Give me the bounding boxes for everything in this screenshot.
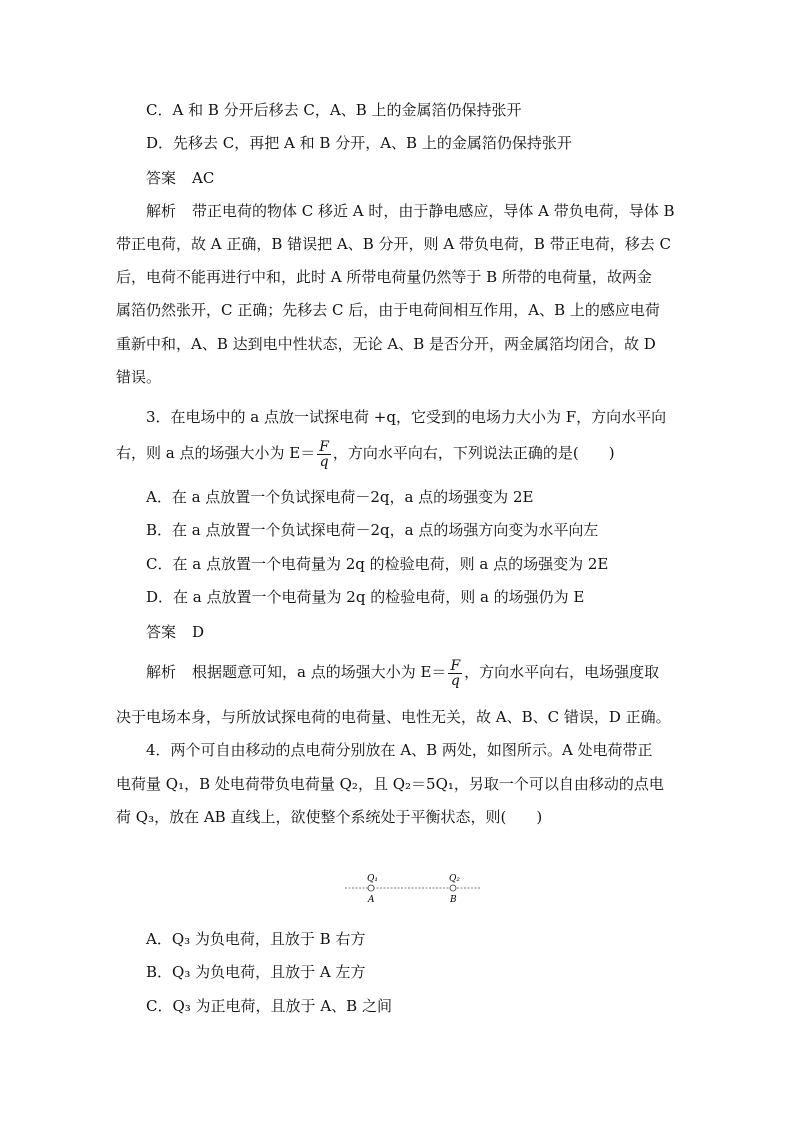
explanation-text: 错误。 [116,368,162,386]
explanation-line: 解析 根据题意可知，a 点的场强大小为 E＝ $\frac{F}{q}$ ，方向水平向右，电场强度取 [146,657,660,689]
question-3-stem: 右，则 a 点的场强大小为 E＝ $\frac{F}{q}$ ，方向水平向右，下列说法正确的是( ) [116,438,615,470]
option-d: D．在 a 点放置一个电荷量为 2q 的检验电荷，则 a 的场强仍为 E [146,588,585,606]
option-c: C．在 a 点放置一个电荷量为 2q 的检验电荷，则 a 点的场强变为 2E [146,555,609,573]
label-a: A [368,895,375,905]
fraction: $\frac{F}{q}$ [450,657,461,689]
explanation-text: 重新中和，A、B 达到电中性状态，无论 A、B 是否分开，两金属箔均闭合，故 D [116,335,656,353]
explanation-label: 解析 [146,663,177,681]
explanation-text: 带正电荷的物体 C 移近 A 时，由于静电感应，导体 A 带负电荷，导体 B [192,202,675,220]
charge-a-point [368,885,374,891]
option-a: A．在 a 点放置一个负试探电荷－2q，a 点的场强变为 2E [146,488,534,506]
answer-line [146,168,214,188]
option-a: A．Q₃ 为负电荷，且放于 B 右方 [146,930,366,948]
label-q1: Q₁ [367,874,378,884]
question-4-stem: 电荷量 Q₁，B 处电荷带负电荷量 Q₂，且 Q₂＝5Q₁，另取一个可以自由移动的点电 [116,775,664,793]
explanation-text: 决于电场本身，与所放试探电荷的电荷量、电性无关，故 A、B、C 错误，D 正确。 [116,708,671,726]
answer-line [146,622,204,642]
label-b: B [450,895,457,905]
explanation-line [146,201,675,221]
question-3-stem: 3．在电场中的 a 点放一试探电荷 +q，它受到的电场力大小为 F，方向水平向 [146,408,667,426]
option-c: C．A 和 B 分开后移去 C，A、B 上的金属箔仍保持张开 [146,101,522,119]
question-4-stem: 4．两个可自由移动的点电荷分别放在 A、B 两处，如图所示。A 处电荷带正 [146,741,653,759]
explanation-text: 后，电荷不能再进行中和，此时 A 所带电荷量仍然等于 B 所带的电荷量，故两金 [116,268,652,286]
option-c: C．Q₃ 为正电荷，且放于 A、B 之间 [146,997,392,1015]
answer-value: AC [192,169,215,187]
answer-label: 答案 [146,623,177,641]
charge-line-figure [340,870,485,910]
option-b: B．Q₃ 为负电荷，且放于 A 左方 [146,963,366,981]
fraction: $\frac{F}{q}$ [319,438,329,470]
option-b: B．在 a 点放置一个负试探电荷－2q，a 点的场强方向变为水平向左 [146,521,599,539]
explanation-label: 解析 [146,202,177,220]
answer-value: D [192,623,205,641]
charge-b-point [450,885,456,891]
question-4-stem: 荷 Q₃，放在 AB 直线上，欲使整个系统处于平衡状态，则( ) [116,808,543,826]
label-q2: Q₂ [449,874,460,884]
answer-label: 答案 [146,169,177,187]
option-d: D．先移去 C，再把 A 和 B 分开，A、B 上的金属箔仍保持张开 [146,134,572,152]
explanation-text: 属箔仍然张开，C 正确；先移去 C 后，由于电荷间相互作用，A、B 上的感应电荷 [116,301,660,319]
explanation-text: 带正电荷，故 A 正确，B 错误把 A、B 分开，则 A 带负电荷，B 带正电荷，移去 C [116,235,671,253]
